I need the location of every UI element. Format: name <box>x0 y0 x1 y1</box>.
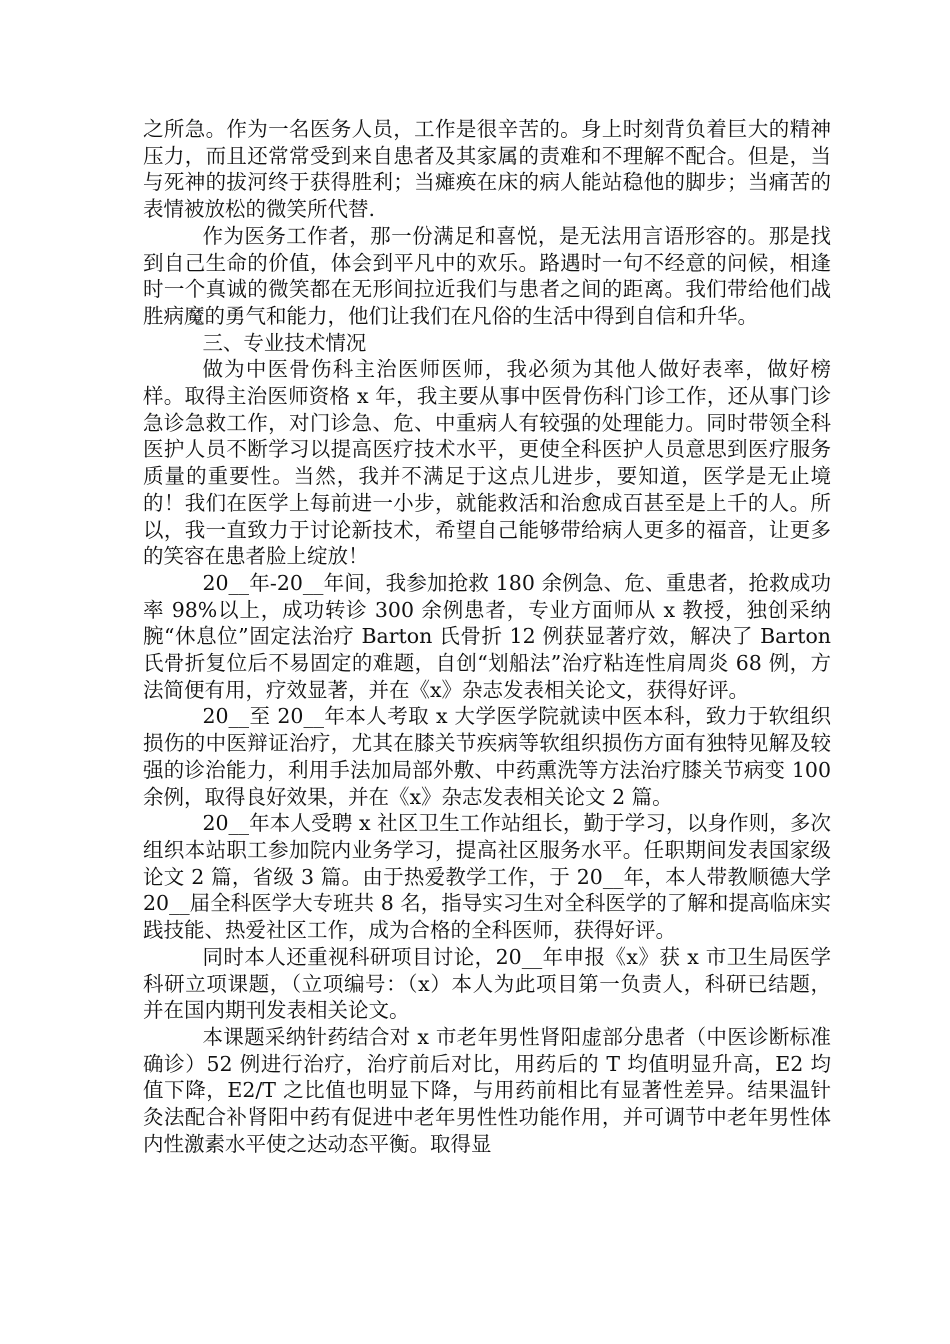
paragraph-research-project: 同时本人还重视科研项目讨论，20__年申报《x》获 x 市卫生局医学科研立项课题，（立项编号：（x）本人为此项目第一负责人，科研已结题，并在国内期刊发表相关论文。 <box>143 944 831 1023</box>
paragraph-community-station: 20__年本人受聘 x 社区卫生工作站组长，勤于学习，以身作则，多次组织本站职工参加院内业务学习，提高社区服务水平。任职期间发表国家级论文 2 篇，省级 3 篇。由于热爱教学工作，于 20__年，本人带教顺德大学 20__届全科医学大专班共 8 名，指导实习生对全科医学的了解和提高临床实践技能、热爱社区工作，成为合格的全科医师，获得好评。 <box>143 811 831 943</box>
paragraph-rescue-record: 20__年-20__年间，我参加抢救 180 余例急、危、重患者，抢救成功率 98%以上，成功转诊 300 余例患者，专业方面师从 x 教授，独创采纳腕“休息位”固定法治疗 Barton 氏骨折 12 例获显著疗效，解决了 Barton 氏骨折复位后不易固定的难题，自创“划船法”治疗粘连性肩周炎 68 例，方法简便有用，疗效显著，并在《x》杂志发表相关论文，获得好评。 <box>143 570 831 702</box>
document-body <box>143 116 831 1157</box>
paragraph-role-model: 做为中医骨伤科主治医师医师，我必须为其他人做好表率，做好榜样。取得主治医师资格 x 年，我主要从事中医骨伤科门诊工作，还从事门诊急诊急救工作，对门诊急、危、中重病人有较强的处理能力。同时带领全科医护人员不断学习以提高医疗技术水平，更使全科医护人员意思到医疗服务质量的重要性。当然，我并不满足于这点儿进步，要知道，医学是无止境的！我们在医学上每前进一小步，就能救活和治愈成百甚至是上千的人。所以，我一直致力于讨论新技术，希望自己能够带给病人更多的福音，让更多的笑容在患者脸上绽放！ <box>143 357 831 569</box>
paragraph-continuation: 之所急。作为一名医务人员，工作是很辛苦的。身上时刻背负着巨大的精神压力，而且还常常受到来自患者及其家属的责难和不理解不配合。但是，当与死神的拔河终于获得胜利；当瘫痪在床的病人能站稳他的脚步；当痛苦的表情被放松的微笑所代替. <box>143 117 831 222</box>
section-heading-professional-skills: 三、专业技术情况 <box>202 330 367 355</box>
paragraph-satisfaction: 作为医务工作者，那一份满足和喜悦，是无法用言语形容的。那是找到自己生命的价值，体会到平凡中的欢乐。路遇时一句不经意的问候，相逢时一个真诚的微笑都在无形间拉近我们与患者之间的距离。我们带给他们战胜病魔的勇气和能力，他们让我们在凡俗的生活中得到自信和升华。 <box>143 223 831 328</box>
paragraph-study-results: 本课题采纳针药结合对 x 市老年男性肾阳虚部分患者（中医诊断标准确诊）52 例进行治疗，治疗前后对比，用药后的 T 均值明显升高，E2 均值下降，E2/T 之比值也明显下降，与用药前相比有显著性差异。结果温针灸法配合补肾阳中药有促进中老年男性性功能作用，并可调节中老年男性体内性激素水平使之达动态平衡。取得显 <box>143 1024 831 1156</box>
paragraph-education: 20__至 20__年本人考取 x 大学医学院就读中医本科，致力于软组织损伤的中医辩证治疗，尤其在膝关节疾病等软组织损伤方面有独特见解及较强的诊治能力，利用手法加局部外敷、中药熏洗等方法治疗膝关节病变 100 余例，取得良好效果，并在《x》杂志发表相关论文 2 篇。 <box>143 704 831 809</box>
